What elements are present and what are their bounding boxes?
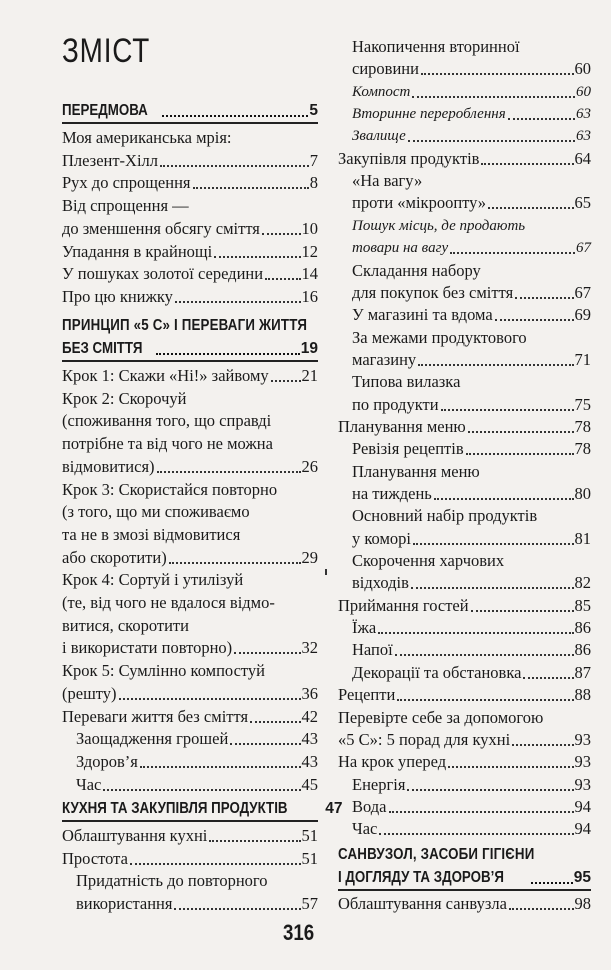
toc-entry-line [62,568,318,590]
entry-text: для покупок без сміття [352,282,514,302]
toc-entry-line [62,387,318,409]
dot-leader [407,789,573,791]
entry-page: 93 [574,729,591,749]
toc-entry-line [352,370,591,392]
entry-page: 12 [301,241,318,261]
entry-page: 85 [574,595,591,615]
entry-text: Закупівля продуктів [338,148,480,168]
entry-text: використання [76,894,173,914]
dot-leader [495,319,574,321]
entry-page: 64 [574,148,591,168]
dot-leader [531,882,573,884]
toc-entry-line [62,262,318,284]
entry-text: «5 С»: 5 порад для кухні [338,729,511,749]
toc-entry-line [62,285,318,307]
section-rule [62,360,318,362]
entry-text: Їжа [352,618,377,638]
entry-page: 81 [574,528,591,548]
toc-entry-line [62,824,318,846]
entry-text: Час [76,774,102,794]
toc-entry-line [62,478,318,500]
toc-entry-line [62,171,318,193]
entry-page: 51 [301,848,318,868]
entry-page: 7 [309,150,318,170]
entry-page: 63 [576,128,591,145]
entry-text: Накопичення вторинної [352,37,520,56]
entry-page: 57 [301,894,318,914]
dot-leader [140,766,301,768]
dot-leader [512,744,573,746]
dot-leader [411,587,574,589]
entry-text: Крок 5: Сумлінно компостуй [62,661,265,681]
entry-page: 87 [574,662,591,682]
toc-entry-line [76,727,318,749]
toc-entry-line [352,236,591,258]
toc-entry-line [352,638,591,660]
entry-text: У магазині та вдома [352,305,493,325]
dot-leader [265,278,300,280]
dot-leader [523,677,573,679]
dot-leader [214,256,300,258]
dot-leader [262,233,301,235]
dot-leader [379,833,573,835]
entry-page: 60 [574,59,591,79]
dot-leader [234,652,300,654]
toc-entry-line [352,214,591,236]
entry-page: 43 [301,729,318,749]
entry-page: 16 [301,286,318,306]
section-label: КУХНЯ ТА ЗАКУПІВЛЯ ПРОДУКТІВ [62,800,288,817]
toc-entry-line [352,504,591,526]
toc-entry-line [62,614,318,636]
toc-entry-line [338,750,591,772]
dot-leader [162,115,309,117]
toc-entry-line [352,616,591,638]
entry-text: Облаштування кухні [62,826,208,845]
dot-leader [515,297,573,299]
toc-entry-line [352,549,591,571]
entry-text: Вторинне перероблення [352,106,506,123]
entry-text: проти «мікроопту» [352,193,487,213]
entry-text: Простота [62,848,128,868]
entry-text: Моя американська мрія: [62,128,232,147]
toc-entry-line [352,482,591,504]
toc-entry-line [62,705,318,727]
toc-entry-line [338,147,591,169]
dot-leader [466,453,574,455]
entry-text: Придатність до повторного [76,871,268,891]
toc-entry-line [352,57,591,79]
toc-entry-line [352,169,591,191]
section-heading-line: САНВУЗОЛ, ЗАСОБИ ГІГІЄНИ [338,846,535,863]
toc-entry-line [352,795,591,817]
dot-leader [130,863,301,865]
entry-text: Заощадження грошей [76,729,229,749]
toc-entry-line [62,240,318,262]
entry-text: відмовитися) [62,456,155,476]
section-heading [62,797,343,819]
entry-page: 42 [301,706,318,726]
dot-leader [468,431,574,433]
dot-leader [156,353,300,355]
section-label: БЕЗ СМІТТЯ [62,340,143,357]
entry-page: 26 [301,456,318,476]
entry-page: 67 [576,240,591,257]
section-rule [62,122,318,124]
entry-text: Основний набір продуктів [352,506,538,526]
entry-page: 63 [576,106,591,123]
entry-page: 10 [301,218,318,238]
entry-page: 80 [574,484,591,503]
toc-entry-line [338,415,591,437]
toc-entry-line [352,661,591,683]
entry-text: Енергія [352,774,406,794]
dot-leader [157,471,301,473]
section-label: І ДОГЛЯДУ ТА ЗДОРОВ’Я [338,869,504,886]
dot-leader [413,543,573,545]
section-page: 19 [300,340,318,357]
entry-text: Час [352,819,378,839]
toc-entry-line [352,393,591,415]
toc-entry-line [352,571,591,593]
entry-text: Про цю книжку [62,286,173,306]
entry-text: та не в змозі відмовитися [62,524,241,544]
entry-page: 88 [574,685,591,705]
toc-entry-line [352,527,591,549]
entry-text: магазину [352,349,417,369]
entry-text: по продукти [352,394,439,414]
toc-entry-line [352,460,591,482]
toc-entry-line [352,437,591,459]
toc-entry-line [62,847,318,869]
entry-text: або скоротити) [62,547,167,567]
dot-leader [508,118,575,120]
entry-text: Крок 2: Скорочуй [62,388,187,408]
toc-entry-line [352,773,591,795]
toc-entry-line [62,217,318,239]
entry-text: потрібне та від чого не можна [62,434,273,454]
section-heading-line: ПРИНЦИП «5 С» І ПЕРЕВАГИ ЖИТТЯ [62,317,308,334]
toc-entry-line [62,546,318,568]
toc-entry-line [76,869,318,891]
toc-entry-line [62,364,318,386]
toc-entry-line [338,683,591,705]
section-rule [338,889,591,891]
entry-text: Крок 3: Скористайся повторно [62,479,278,499]
dot-leader [434,498,574,500]
entry-page: 86 [574,640,591,660]
toc-entry-line [338,728,591,750]
toc-entry-line [76,750,318,772]
toc-entry-line [62,409,318,431]
entry-text: (з того, що ми споживаємо [62,502,250,522]
entry-text: відходів [352,573,409,593]
entry-page: 93 [574,774,591,794]
dot-leader [175,301,301,303]
dot-leader [448,766,573,768]
toc-entry-line [62,194,318,216]
toc-entry-line [338,706,591,728]
section-page: 47 [325,800,343,817]
entry-page: 45 [301,774,318,794]
page-title: ЗМІСТ [62,32,151,70]
dot-leader [174,908,300,910]
dot-leader [421,73,574,75]
dot-leader [395,654,574,656]
toc-entry-line [76,892,318,914]
print-speck [325,569,327,575]
toc-entry-line [62,455,318,477]
entry-text: на тиждень [352,484,432,503]
entry-page: 67 [574,282,591,302]
entry-text: витися, скоротити [62,615,189,635]
dot-leader [119,698,301,700]
dot-leader [271,380,301,382]
entry-page: 8 [309,173,318,193]
toc-entry-line [352,303,591,325]
dot-leader [481,163,573,165]
toc-entry-line [352,102,591,124]
entry-text: Переваги життя без сміття [62,706,249,726]
entry-page: 78 [574,416,591,436]
toc-entry-line [62,659,318,681]
toc-entry-line [338,594,591,616]
entry-text: Здоров’я [76,751,138,771]
entry-page: 32 [301,638,318,658]
entry-text: Пошук місць, де продають [352,217,526,234]
section-rule [62,820,318,822]
toc-entry-line [352,124,591,146]
entry-page: 21 [301,366,318,385]
entry-text: і використати повторно) [62,638,233,658]
entry-text: Плезент-Хілл [62,150,159,170]
toc-entry-line [62,591,318,613]
entry-text: Перевірте себе за допомогою [338,707,544,727]
toc-entry-line [62,523,318,545]
dot-leader [250,721,300,723]
entry-text: Приймання гостей [338,595,469,615]
entry-text: Декорації та обстановка [352,662,522,682]
entry-text: Крок 1: Скажи «Ні!» зайвому [62,366,269,385]
entry-page: 75 [574,394,591,414]
entry-text: (те, від чого не вдалося відмо- [62,593,275,612]
entry-text: Типова вилазка [352,372,461,392]
toc-entry-line [352,348,591,370]
entry-text: За межами продуктового [352,327,527,347]
dot-leader [412,96,575,98]
dot-leader [471,610,574,612]
entry-page: 71 [574,349,591,369]
entry-text: Крок 4: Сортуй і утилізуй [62,570,244,590]
entry-page: 94 [574,819,591,839]
entry-text: У пошуках золотої середини [62,264,264,284]
dot-leader [397,699,573,701]
dot-leader [230,743,300,745]
entry-page: 65 [574,193,591,213]
entry-text: Планування меню [338,416,466,436]
toc-entry-line [76,773,318,795]
section-label: ПЕРЕДМОВА [62,102,148,119]
entry-page: 98 [574,894,591,913]
entry-text: Звалище [352,128,406,145]
entry-text: Напої [352,640,393,660]
entry-page: 36 [301,683,318,703]
entry-page: 43 [301,751,318,771]
dot-leader [418,364,573,366]
section-page: 95 [573,869,591,886]
entry-text: Рецепти [338,685,396,705]
dot-leader [209,840,300,842]
toc-entry-line [338,892,591,914]
entry-page: 94 [574,796,591,816]
toc-entry-line [62,149,318,171]
entry-text: у коморі [352,528,412,548]
toc-entry-line [352,281,591,303]
entry-page: 51 [301,826,318,845]
entry-page: 82 [574,573,591,593]
entry-text: «На вагу» [352,171,423,191]
toc-entry-line [62,432,318,454]
entry-text: сировини [352,59,419,79]
entry-page: 86 [574,618,591,638]
entry-text: Облаштування санвузла [338,894,507,913]
dot-leader [193,187,309,189]
entry-page: 29 [301,547,318,567]
entry-text: Рух до спрощення [62,173,191,193]
dot-leader [160,165,309,167]
toc-entry-line [62,500,318,522]
entry-text: (решту) [62,683,117,703]
entry-text: товари на вагу [352,240,449,257]
dot-leader [378,632,573,634]
entry-text: Вода [352,796,387,816]
dot-leader [488,207,573,209]
toc-entry-line [352,80,591,102]
toc-entry-line [62,126,318,148]
section-heading [62,99,318,121]
section-page: 5 [309,102,318,119]
entry-text: Від спрощення — [62,196,189,216]
toc-entry-line [352,35,591,57]
dot-leader [509,908,574,910]
dot-leader [408,140,575,142]
toc-entry-line [62,682,318,704]
section-heading [62,337,318,359]
section-heading [338,866,591,888]
toc-entry-line [352,191,591,213]
entry-page: 69 [574,305,591,325]
entry-text: (споживання того, що справді [62,411,272,431]
toc-entry-line [352,259,591,281]
toc-entry-line [62,636,318,658]
entry-page: 14 [301,264,318,284]
entry-text: На крок уперед [338,752,447,772]
toc-entry-line [352,326,591,348]
entry-text: Компост [352,83,411,100]
entry-text: до зменшення обсягу сміття [62,218,260,238]
entry-page: 93 [574,752,591,772]
entry-text: Планування меню [352,461,480,481]
dot-leader [103,789,300,791]
entry-text: Ревізія рецептів [352,439,464,459]
page-number: 316 [283,920,315,945]
dot-leader [169,562,301,564]
entry-text: Складання набору [352,260,481,280]
entry-page: 60 [576,83,591,100]
dot-leader [450,252,575,254]
entry-page: 78 [574,439,591,459]
dot-leader [441,409,574,411]
toc-entry-line [352,817,591,839]
entry-text: Скорочення харчових [352,551,505,571]
entry-text: Упадання в крайнощі [62,241,213,261]
dot-leader [389,811,574,813]
